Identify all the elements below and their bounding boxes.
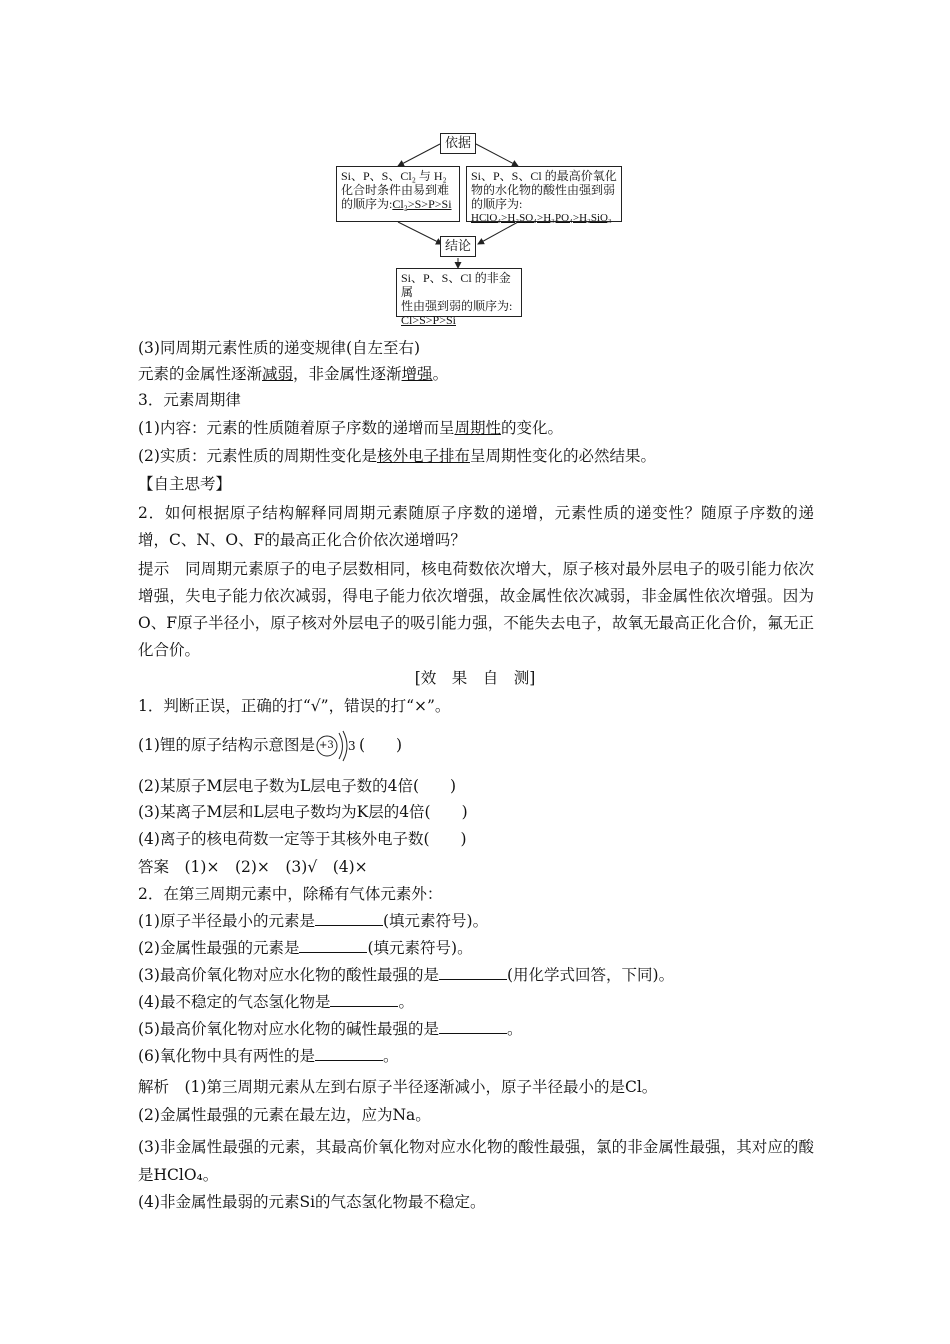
text-line: 元素的金属性逐渐减弱，非金属性逐渐增强。 bbox=[138, 365, 449, 383]
section-heading: 3．元素周期律 bbox=[138, 391, 241, 409]
question-paragraph: 2．如何根据原子结构解释同周期元素随原子序数的递增，元素性质的递变性？随原子序数的递增，C、N、O、F的最高正化合价依次递增吗？ bbox=[138, 504, 814, 549]
left-condition-box: Si、P、S、Cl₂ 与 H₂ 化合时条件由易到难 的顺序为:Cl₂>S>P>Si bbox=[336, 166, 460, 222]
explanation-paragraph: (3)非金属性最强的元素，其最高价氧化物对应水化物的酸性最强，氯的非金属性最强，其对应的酸是HClO₄。 bbox=[138, 1138, 814, 1184]
explanation-line: (2)金属性最强的元素在最左边，应为Na。 bbox=[138, 1106, 431, 1124]
text-line: (1)内容：元素的性质随着原子序数的递增而呈周期性的变化。 bbox=[138, 419, 563, 437]
fill-blank-line: (2)金属性最强的元素是 (填元素符号)。 bbox=[138, 939, 473, 957]
fill-blank-line: (6)氧化物中具有两性的是 。 bbox=[138, 1047, 399, 1065]
conclusion-label: 结论 bbox=[440, 236, 476, 257]
answer-blank[interactable] bbox=[330, 992, 398, 1007]
fill-blank-line: (3)最高价氧化物对应水化物的酸性最强的是 (用化学式回答，下同)。 bbox=[138, 966, 675, 984]
answer-blank[interactable] bbox=[439, 965, 507, 980]
fill-blank-line: (4)最不稳定的气态氢化物是 。 bbox=[138, 993, 414, 1011]
answer-blank[interactable] bbox=[315, 1046, 383, 1061]
text-line: (3)某离子M层和L层电子数均为K层的4倍( ) bbox=[138, 803, 468, 821]
basis-label: 依据 bbox=[440, 133, 476, 154]
section-heading: 【自主思考】 bbox=[138, 475, 232, 493]
hint-paragraph: 提示 同周期元素原子的电子层数相同，核电荷数依次增大，原子核对最外层电子的吸引能力依次增强，失电子能力依次减弱，得电子能力依次增强，故金属性依次减弱，非金属性依次增强。因为O、F原子半径小，原子核对外层电子的吸引能力强，不能失去电子，故氧无最高正化合价，氟无正化合价。 bbox=[138, 560, 814, 659]
answer-blank[interactable] bbox=[299, 938, 367, 953]
text-line: (3)同周期元素性质的递变规律(自左至右) bbox=[138, 339, 421, 357]
text-line: 1．判断正误，正确的打“√”，错误的打“×”。 bbox=[138, 697, 451, 715]
text-line: (1)锂的原子结构示意图是 +3 3 ( ) bbox=[138, 735, 402, 756]
answer-blank[interactable] bbox=[315, 911, 383, 926]
explanation-line: 解析 (1)第三周期元素从左到右原子半径逐渐减小，原子半径最小的是Cl。 bbox=[138, 1078, 658, 1096]
conclusion-box: Si、P、S、Cl 的非金属 性由强到弱的顺序为: Cl>S>P>Si bbox=[396, 268, 522, 317]
text-line: (2)实质：元素性质的周期性变化是核外电子排布呈周期性变化的必然结果。 bbox=[138, 447, 656, 465]
text-line: (4)离子的核电荷数一定等于其核外电子数( ) bbox=[138, 830, 467, 848]
explanation-line: (4)非金属性最弱的元素Si的气态氢化物最不稳定。 bbox=[138, 1193, 486, 1211]
fill-blank-line: (1)原子半径最小的元素是 (填元素符号)。 bbox=[138, 912, 489, 930]
flowchart bbox=[0, 0, 950, 330]
text-line: 2．在第三周期元素中，除稀有气体元素外： bbox=[138, 885, 443, 903]
text-line: (2)某原子M层电子数为L层电子数的4倍( ) bbox=[138, 777, 457, 795]
answer-blank[interactable] bbox=[439, 1019, 507, 1034]
right-condition-box: Si、P、S、Cl 的最高价氧化 物的水化物的酸性由强到弱 的顺序为: HClO₄>H₂SO₄>H₃PO₄>H₂SiO₃ bbox=[466, 166, 622, 222]
fill-blank-line: (5)最高价氧化物对应水化物的碱性最强的是 。 bbox=[138, 1020, 523, 1038]
section-title: [效 果 自 测] bbox=[414, 669, 536, 687]
answer-line: 答案 (1)× (2)× (3)√ (4)× bbox=[138, 858, 368, 876]
lithium-atom-diagram: +3 3 bbox=[315, 736, 359, 756]
